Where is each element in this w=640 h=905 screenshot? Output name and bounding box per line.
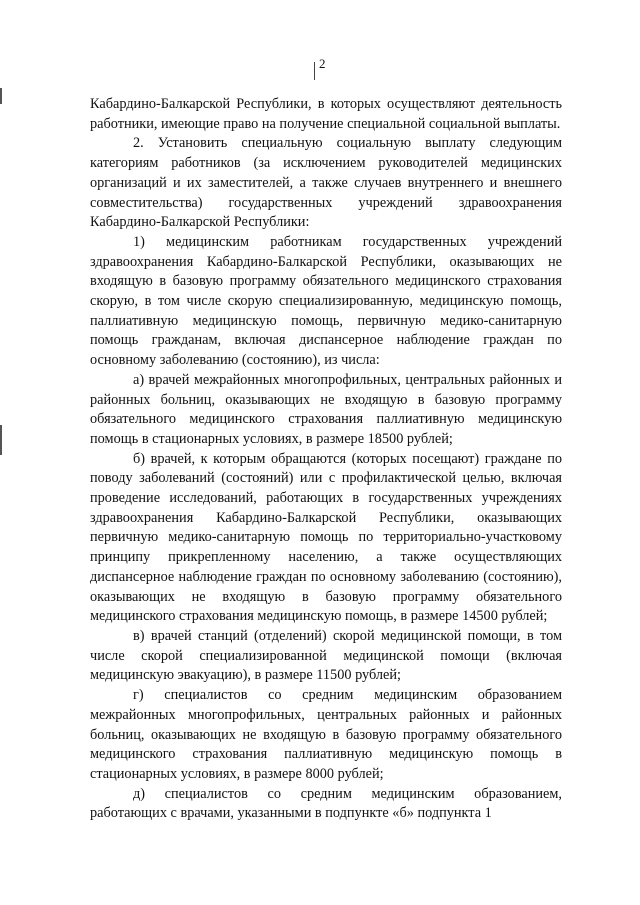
paragraph-subitem-b: б) врачей, к которым обращаются (которых посещают) граждане по поводу заболеваний (состояний) или с профилактической целью, включая проведение исследований, работающих в государственных учреждениях здравоохранения Кабардино-Балкарской Республики, оказывающих первичную медико-санитарную помощь по территориально-участковому принципу прикрепленному населению, а также осуществляющих диспансерное наблюдение граждан по основному заболеванию (состоянию), оказывающих не входящую в базовую программу обязательного медицинского страхования медицинскую помощь, в размере 14500 рублей; xyxy=(90,450,562,625)
paragraph-subitem-a: а) врачей межрайонных многопрофильных, центральных районных и районных больниц, оказывающих не входящую в базовую программу обязательного медицинского страхования паллиативную медицинскую помощь в стационарных условиях, в размере 18500 рублей; xyxy=(90,371,562,447)
document-body xyxy=(90,95,562,824)
paragraph-subitem-d: д) специалистов со средним медицинским образованием, работающих с врачами, указанными в подпункте «б» подпункта 1 xyxy=(90,785,562,822)
paragraph-subitem-g: г) специалистов со средним медицинским образованием межрайонных многопрофильных, центральных районных и районных больниц, оказывающих не входящую в базовую программу обязательного медицинского страхования паллиативную медицинскую помощь в стационарных условиях, в размере 8000 рублей; xyxy=(90,687,562,782)
scan-edge-mark-top xyxy=(0,88,2,104)
scan-edge-mark-middle xyxy=(0,425,2,455)
page-number-area xyxy=(314,56,326,80)
paragraph-continuation: Кабардино-Балкарской Республики, в которых осуществляют деятельность работники, имеющие право на получение специальной социальной выплаты. xyxy=(90,96,562,132)
page-number: 2 xyxy=(319,56,326,71)
page-number-bar xyxy=(314,62,315,80)
paragraph-subitem-v: в) врачей станций (отделений) скорой медицинской помощи, в том числе скорой специализированной медицинской помощи (включая медицинскую эвакуацию), в размере 11500 рублей; xyxy=(90,627,562,684)
paragraph-subitem-1: 1) медицинским работникам государственных учреждений здравоохранения Кабардино-Балкарской Республики, оказывающих не входящую в базовую программу обязательного медицинского страхования скорую, в том числе скорую специализированную, медицинскую помощь, паллиативную медицинскую помощь, первичную медико-санитарную помощь гражданам, включая диспансерное наблюдение граждан по основному заболеванию (состоянию), из числа: xyxy=(90,233,562,369)
paragraph-item-2: 2. Установить специальную социальную выплату следующим категориям работников (за исключением руководителей медицинских организаций и их заместителей, а также случаев внутреннего и внешнего совместительства) государственных учреждений здравоохранения Кабардино-Балкарской Республики: xyxy=(90,135,562,231)
